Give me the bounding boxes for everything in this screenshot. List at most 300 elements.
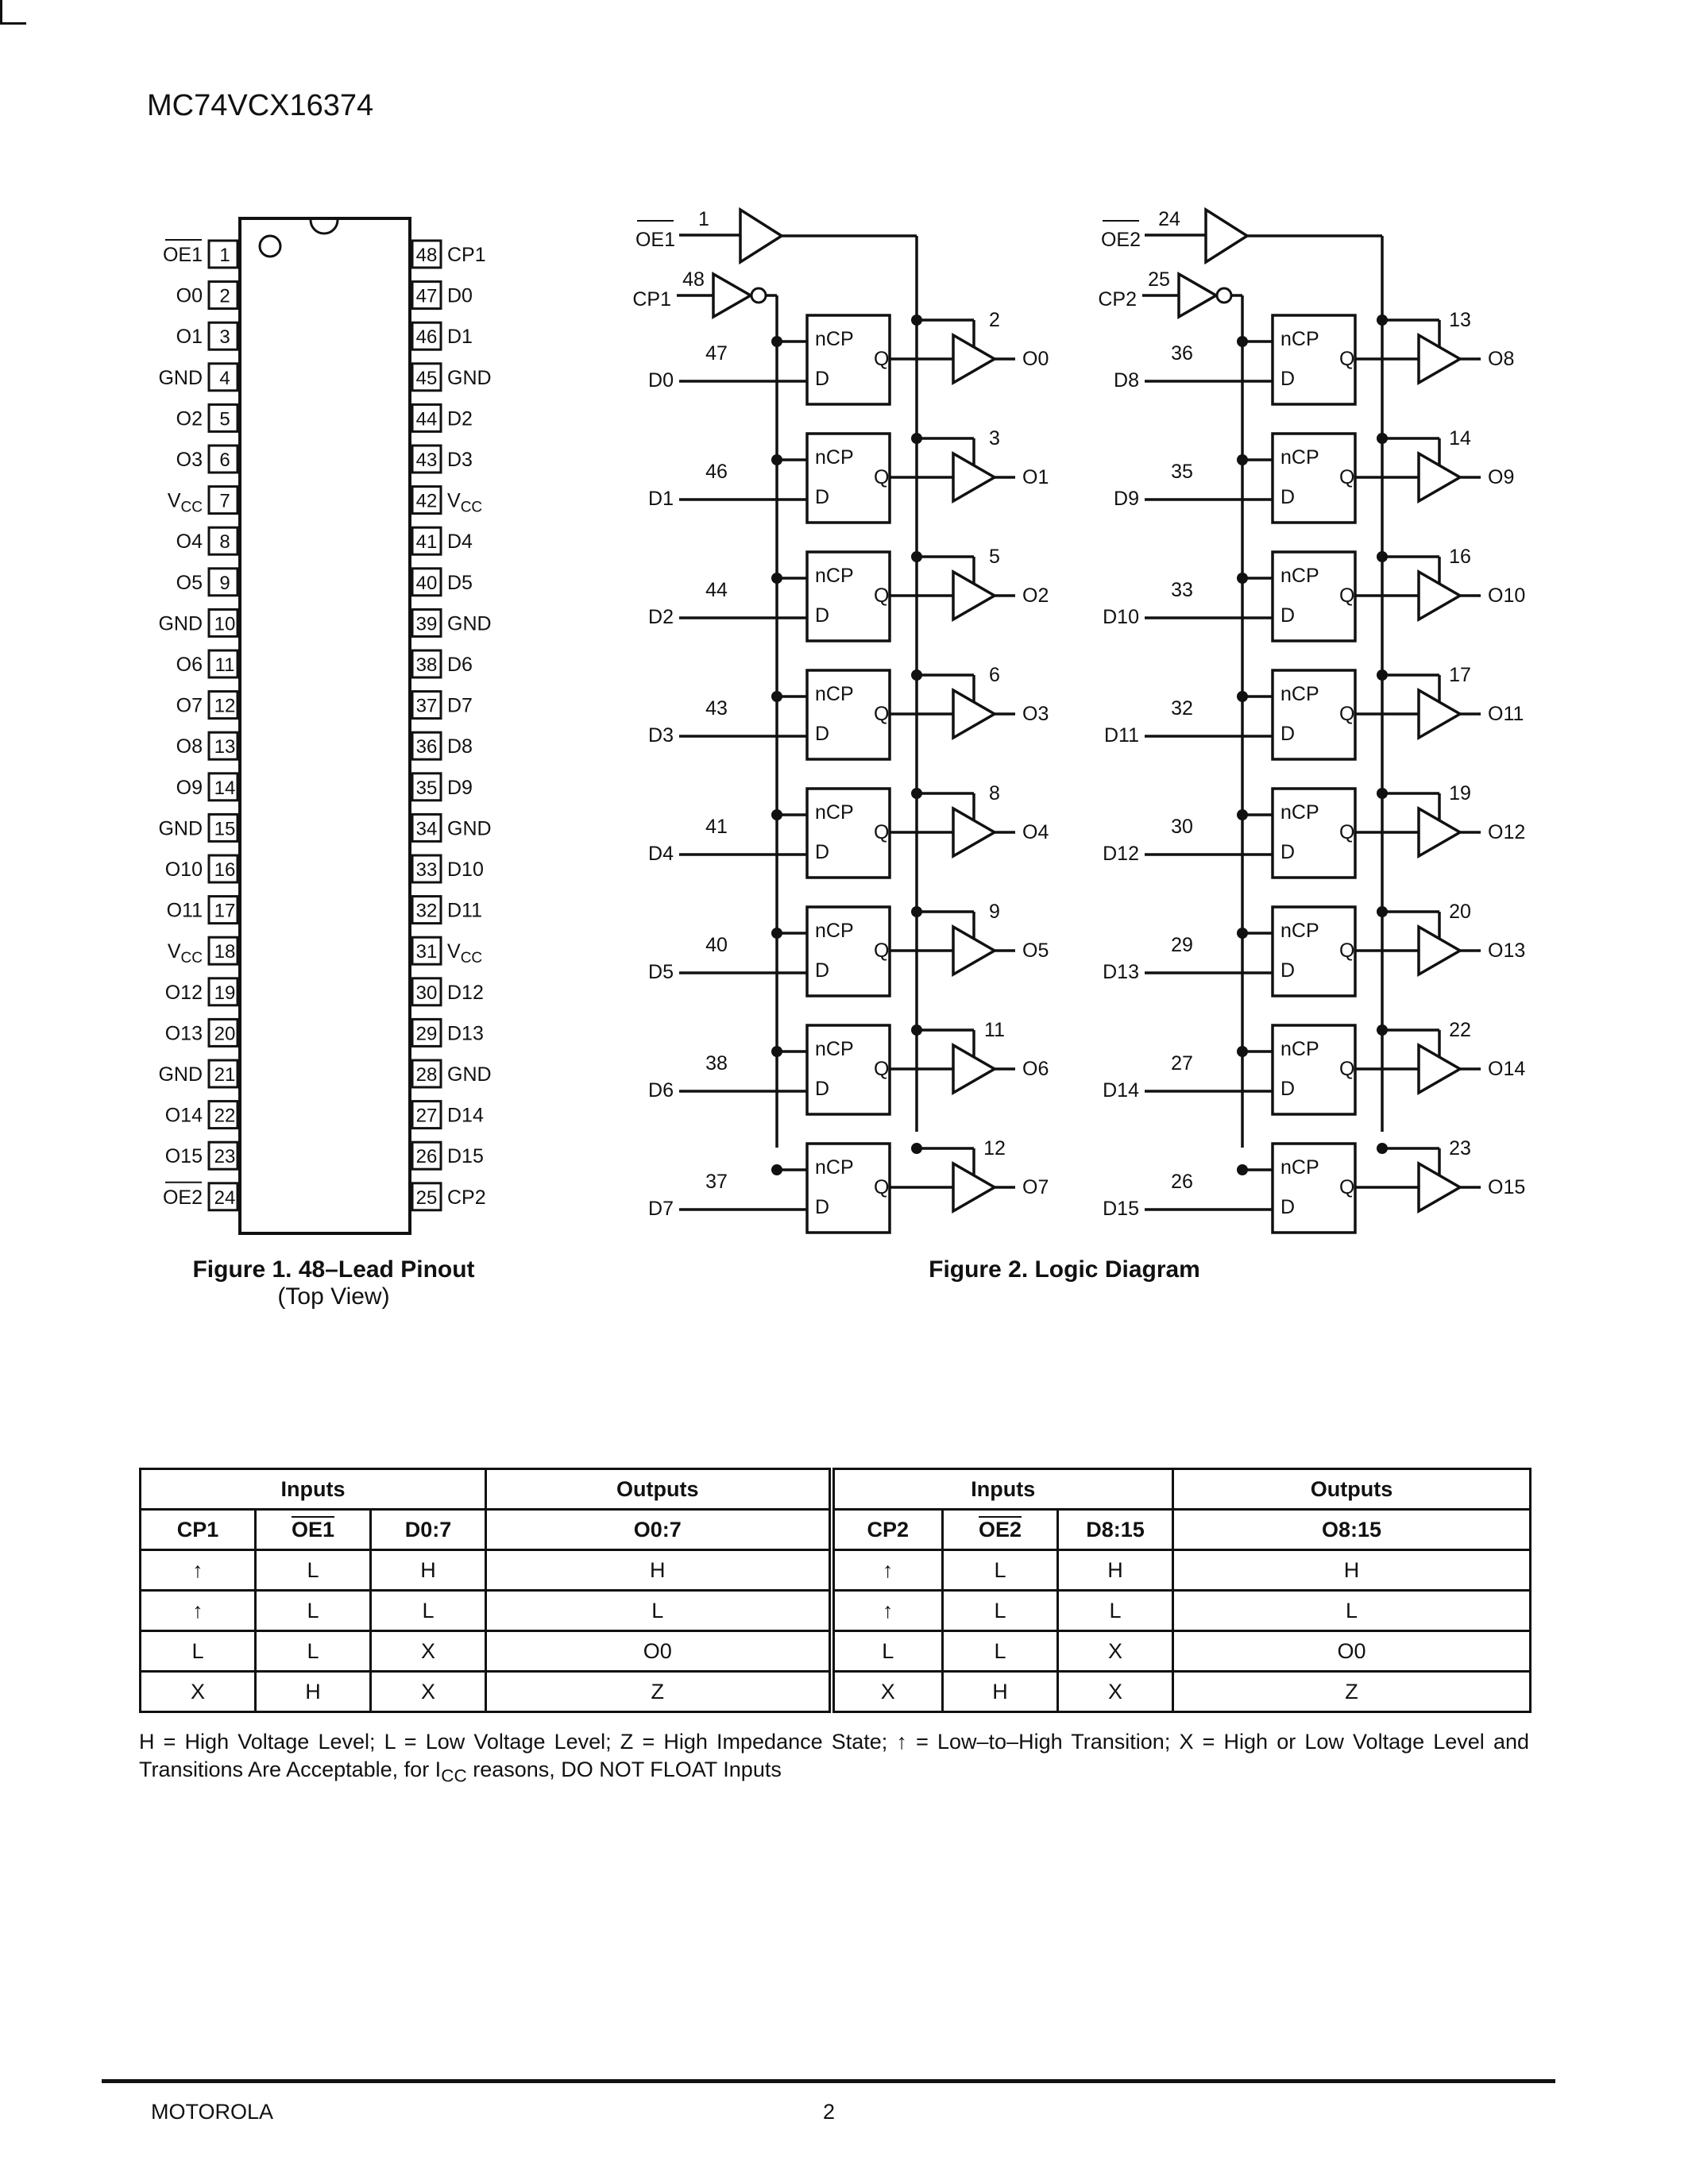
pin-number: 33 — [415, 859, 438, 881]
ff-d-label: D — [1280, 1196, 1296, 1218]
ff-clock-label: nCP — [1280, 328, 1319, 350]
ff-clock-label: nCP — [1280, 801, 1319, 824]
group-header: Outputs — [486, 1469, 832, 1510]
ff-q-label: Q — [874, 940, 890, 962]
pin-label: O9 — [176, 776, 203, 799]
table-cell: ↑ — [832, 1550, 943, 1591]
pin-number: 14 — [214, 777, 236, 799]
logic-group-1 — [632, 208, 1049, 1233]
ff-d-label: D — [815, 1196, 830, 1218]
pin-label: O8 — [176, 735, 203, 758]
pin-number: 47 — [705, 342, 728, 365]
pin-label: O1 — [176, 326, 203, 349]
pin-label: D8 — [447, 735, 473, 758]
page-number: 2 — [823, 2100, 836, 2124]
pin-number: 8 — [219, 531, 230, 554]
pin-label: GND — [447, 1063, 492, 1086]
pin-number: 44 — [415, 408, 438, 430]
flipflop-stage — [1103, 1137, 1525, 1233]
page-title: MC74VCX16374 — [147, 89, 374, 122]
junction-dot — [1237, 454, 1248, 465]
ff-q-label: Q — [1339, 703, 1355, 725]
pin-number: 46 — [705, 461, 728, 483]
pin-label: D6 — [447, 654, 473, 676]
column-header: CP2 — [832, 1510, 943, 1550]
pin-label: O15 — [164, 1145, 203, 1168]
pin-number: 32 — [1171, 697, 1193, 720]
cp-buffer — [713, 274, 751, 317]
ff-d-label: D — [815, 1078, 830, 1100]
pin-number: 40 — [415, 572, 438, 594]
pin-number: 20 — [214, 1023, 236, 1045]
footer-divider — [102, 2079, 1555, 2083]
output-label: O9 — [1488, 466, 1515, 488]
ff-q-label: Q — [1339, 348, 1355, 370]
pin-number: 6 — [219, 450, 230, 471]
column-header: OE1 — [256, 1510, 371, 1550]
junction-dot — [771, 928, 782, 939]
data-input-label: D9 — [1114, 488, 1139, 510]
table-cell: H — [1058, 1550, 1173, 1591]
ff-d-label: D — [815, 841, 830, 863]
table-cell: X — [1058, 1631, 1173, 1672]
column-header: D8:15 — [1058, 1510, 1173, 1550]
pin-number: 36 — [1171, 342, 1193, 365]
pin-number: 25 — [415, 1187, 438, 1209]
ff-clock-label: nCP — [1280, 1156, 1319, 1179]
pin-number: 35 — [1171, 461, 1193, 483]
pin-number: 29 — [415, 1023, 438, 1045]
pin-label: D13 — [447, 1022, 484, 1045]
pin-number: 41 — [705, 816, 728, 838]
data-input-label: D5 — [648, 961, 674, 983]
ff-q-label: Q — [874, 585, 890, 607]
ff-q-label: Q — [1339, 940, 1355, 962]
ff-clock-label: nCP — [815, 920, 854, 942]
pin-label: D7 — [447, 694, 473, 717]
pin-number: 17 — [214, 900, 236, 922]
pin-number: 32 — [415, 900, 438, 922]
junction-dot — [1237, 336, 1248, 347]
pin-number: 10 — [214, 613, 236, 635]
flipflop-stage — [648, 901, 1049, 996]
pin-label: D5 — [447, 571, 473, 594]
output-label: O4 — [1022, 821, 1049, 843]
ff-clock-label: nCP — [1280, 920, 1319, 942]
pin-number: 20 — [1449, 901, 1471, 923]
pin-label: GND — [447, 817, 492, 840]
ff-clock-label: nCP — [815, 1038, 854, 1060]
table-cell: X — [832, 1672, 943, 1712]
ff-d-label: D — [815, 368, 830, 390]
table-legend — [139, 1728, 1529, 1789]
output-label: O15 — [1488, 1176, 1526, 1198]
junction-dot — [771, 573, 782, 584]
table-cell: ↑ — [141, 1591, 256, 1631]
pin-number: 38 — [705, 1052, 728, 1075]
oe-label: OE2 — [1100, 229, 1141, 251]
pin-number: 11 — [984, 1019, 1005, 1041]
pin-label: GND — [158, 817, 203, 840]
ff-q-label: Q — [1339, 821, 1355, 843]
ff-q-label: Q — [1339, 466, 1355, 488]
table-cell: L — [141, 1631, 256, 1672]
pin-number: 46 — [415, 326, 438, 349]
pin-label: OE2 — [162, 1186, 203, 1209]
data-input-label: D0 — [648, 369, 674, 392]
ff-clock-label: nCP — [815, 565, 854, 587]
pin-number: 8 — [989, 782, 1000, 805]
table-cell: L — [943, 1550, 1058, 1591]
pin-number: 26 — [415, 1146, 438, 1168]
column-header: D0:7 — [371, 1510, 486, 1550]
table-cell: L — [943, 1591, 1058, 1631]
pin-label: D1 — [447, 326, 473, 349]
table-row — [141, 1672, 1531, 1712]
flipflop-stage — [648, 427, 1049, 523]
pin-label: D4 — [447, 531, 473, 554]
junction-dot — [1237, 1164, 1248, 1175]
output-label: O14 — [1488, 1058, 1526, 1080]
pin-number: 2 — [219, 285, 230, 307]
junction-dot — [1237, 691, 1248, 702]
output-label: O2 — [1022, 585, 1049, 607]
pin-number: 24 — [1158, 208, 1180, 230]
table-cell: L — [256, 1591, 371, 1631]
pin-number: 3 — [989, 427, 1000, 450]
column-header: O0:7 — [486, 1510, 832, 1550]
pin-label: O12 — [164, 981, 203, 1004]
pin-number: 43 — [705, 697, 728, 720]
pin-label: $V_{CC}$ — [167, 489, 203, 516]
data-input-label: D1 — [648, 488, 674, 510]
flipflop-stage — [1104, 664, 1524, 759]
pin-number: 28 — [415, 1064, 438, 1086]
junction-dot — [1237, 928, 1248, 939]
ff-q-label: Q — [874, 703, 890, 725]
pin-number: 18 — [214, 941, 236, 963]
pin-number: 45 — [415, 367, 438, 389]
pin-label: D15 — [447, 1145, 484, 1168]
pin-number: 41 — [415, 531, 438, 554]
pin-number: 31 — [415, 941, 438, 963]
group-header: Inputs — [141, 1469, 486, 1510]
pin-label: O10 — [164, 859, 203, 881]
junction-dot — [1237, 1046, 1248, 1057]
cp-label: CP1 — [632, 288, 671, 311]
junction-dot — [771, 809, 782, 820]
pin-number: 30 — [1171, 816, 1193, 838]
pin-number: 30 — [415, 982, 438, 1004]
table-column-header-row — [141, 1510, 1531, 1550]
pin-number: 27 — [1171, 1052, 1193, 1075]
pin-label: GND — [447, 366, 492, 389]
group-header: Outputs — [1173, 1469, 1531, 1510]
table-cell: X — [371, 1631, 486, 1672]
ff-q-label: Q — [874, 1058, 890, 1080]
ff-d-label: D — [1280, 1078, 1296, 1100]
logic-diagram-content — [632, 208, 1525, 1233]
pin-label: O0 — [176, 284, 203, 307]
pin-label: GND — [447, 612, 492, 635]
figure2-title: Figure 2. Logic Diagram — [929, 1256, 1200, 1283]
pin-number: 39 — [415, 613, 438, 635]
pin-number: 4 — [219, 367, 230, 389]
figure1-title: Figure 1. 48–Lead Pinout — [192, 1256, 475, 1283]
table-row — [141, 1550, 1531, 1591]
flipflop-stage — [1103, 1019, 1525, 1114]
ff-d-label: D — [815, 486, 830, 508]
ff-q-label: Q — [1339, 1176, 1355, 1198]
column-header: O8:15 — [1173, 1510, 1531, 1550]
pin-label: O14 — [164, 1104, 203, 1127]
pin-label: O4 — [176, 531, 203, 554]
table-cell: H — [256, 1672, 371, 1712]
data-input-label: D14 — [1103, 1079, 1139, 1102]
ff-clock-label: nCP — [815, 446, 854, 469]
pin-number: 16 — [214, 859, 236, 881]
ff-q-label: Q — [874, 821, 890, 843]
data-input-label: D10 — [1103, 606, 1139, 628]
ff-d-label: D — [1280, 841, 1296, 863]
ff-d-label: D — [815, 604, 830, 627]
truth-table — [139, 1468, 1532, 1713]
legend-subscript: CC — [441, 1765, 467, 1786]
cp-label: CP2 — [1098, 288, 1137, 311]
data-input-label: D11 — [1103, 724, 1139, 747]
table-cell: H — [943, 1672, 1058, 1712]
ff-d-label: D — [815, 723, 830, 745]
data-input-label: D15 — [1103, 1198, 1139, 1220]
inversion-bubble — [751, 288, 766, 303]
pin-number: 34 — [415, 818, 438, 840]
flipflop-stage — [1103, 901, 1525, 996]
output-label: O0 — [1022, 348, 1049, 370]
ff-clock-label: nCP — [1280, 1038, 1319, 1060]
pin-number: 2 — [989, 309, 1000, 331]
table-cell: ↑ — [832, 1591, 943, 1631]
pin-label: CP2 — [447, 1186, 486, 1209]
data-input-label: D4 — [648, 843, 674, 865]
ff-q-label: Q — [874, 1176, 890, 1198]
pin-number: 22 — [214, 1105, 236, 1127]
pin-number: 19 — [1449, 782, 1471, 805]
ff-d-label: D — [1280, 604, 1296, 627]
ff-q-label: Q — [874, 466, 890, 488]
pin-number: 35 — [415, 777, 438, 799]
pin-label: O7 — [176, 694, 203, 717]
table-cell: H — [486, 1550, 832, 1591]
pin-number: 29 — [1171, 934, 1193, 956]
pin-number: 12 — [214, 695, 236, 717]
inversion-bubble — [1217, 288, 1231, 303]
figure2-caption — [858, 1256, 1271, 1283]
column-header: CP1 — [141, 1510, 256, 1550]
pin-number: 12 — [983, 1137, 1006, 1160]
pin-label: D3 — [447, 449, 473, 471]
output-label: O5 — [1022, 940, 1049, 962]
pin-label: CP1 — [447, 244, 486, 266]
pin-number: 9 — [219, 572, 230, 594]
ff-d-label: D — [815, 959, 830, 982]
data-input-label: D3 — [648, 724, 674, 747]
flipflop-stage — [648, 546, 1049, 641]
pin-number: 19 — [214, 982, 236, 1004]
pin-label: OE1 — [162, 244, 203, 266]
ff-clock-label: nCP — [815, 801, 854, 824]
table-cell: L — [256, 1631, 371, 1672]
pin-number: 13 — [214, 736, 236, 758]
pin-number: 22 — [1449, 1019, 1471, 1041]
pin-label: GND — [158, 612, 203, 635]
table-cell: L — [832, 1631, 943, 1672]
pin-label: D0 — [447, 284, 473, 307]
table-cell: H — [1173, 1550, 1531, 1591]
pin-number: 42 — [415, 490, 438, 512]
output-label: O10 — [1488, 585, 1526, 607]
pin-label: O13 — [164, 1022, 203, 1045]
pin-number: 44 — [705, 579, 728, 601]
pin-number: 25 — [1148, 268, 1170, 291]
table-cell: X — [141, 1672, 256, 1712]
table-cell: Z — [486, 1672, 832, 1712]
pin-number: 47 — [415, 285, 438, 307]
junction-dot — [1237, 809, 1248, 820]
table-cell: L — [943, 1631, 1058, 1672]
flipflop-stage — [648, 1137, 1049, 1233]
table-cell: O0 — [1173, 1631, 1531, 1672]
ff-q-label: Q — [1339, 1058, 1355, 1080]
pin-label: $V_{CC}$ — [447, 489, 483, 516]
ff-d-label: D — [1280, 959, 1296, 982]
junction-dot — [1237, 573, 1248, 584]
pin-number: 21 — [214, 1064, 236, 1086]
table-cell: L — [1173, 1591, 1531, 1631]
table-cell: H — [371, 1550, 486, 1591]
pin-number: 27 — [415, 1105, 438, 1127]
pin-number: 40 — [705, 934, 728, 956]
pin-label: D9 — [447, 776, 473, 799]
pin-number: 14 — [1449, 427, 1471, 450]
pin-number: 1 — [219, 245, 230, 266]
figure1-subtitle: (Top View) — [277, 1283, 390, 1310]
output-label: O7 — [1022, 1176, 1049, 1198]
logic-group-2 — [1098, 208, 1525, 1233]
flipflop-stage — [1114, 309, 1514, 404]
pin-number: 11 — [214, 654, 235, 676]
flipflop-stage — [1114, 427, 1514, 523]
column-header: OE2 — [943, 1510, 1058, 1550]
flipflop-stage — [648, 782, 1049, 878]
table-cell: O0 — [486, 1631, 832, 1672]
table-cell: X — [371, 1672, 486, 1712]
flipflop-stage — [648, 1019, 1049, 1114]
pin-number: 5 — [219, 408, 230, 430]
ff-clock-label: nCP — [815, 1156, 854, 1179]
pin-label: D11 — [447, 899, 483, 922]
pin-number: 33 — [1171, 579, 1193, 601]
output-label: O13 — [1488, 940, 1526, 962]
ff-q-label: Q — [1339, 585, 1355, 607]
junction-dot — [771, 1164, 782, 1175]
data-input-label: D13 — [1103, 961, 1139, 983]
ff-clock-label: nCP — [1280, 565, 1319, 587]
ff-d-label: D — [1280, 723, 1296, 745]
output-label: O8 — [1488, 348, 1515, 370]
table-cell: X — [1058, 1672, 1173, 1712]
group-header: Inputs — [832, 1469, 1173, 1510]
pin-number: 23 — [214, 1146, 236, 1168]
pin-number: 37 — [415, 695, 438, 717]
pin-label: D2 — [447, 407, 473, 430]
flipflop-stage — [648, 309, 1049, 404]
pin-number: 13 — [1449, 309, 1471, 331]
table-cell: L — [256, 1550, 371, 1591]
output-label: O11 — [1488, 703, 1524, 725]
data-input-label: D8 — [1114, 369, 1139, 392]
table-row — [141, 1631, 1531, 1672]
table-cell: ↑ — [141, 1550, 256, 1591]
output-label: O6 — [1022, 1058, 1049, 1080]
ff-d-label: D — [1280, 368, 1296, 390]
pin-number: 38 — [415, 654, 438, 676]
pin-number: 17 — [1449, 664, 1471, 686]
junction-dot — [771, 691, 782, 702]
data-input-label: D12 — [1103, 843, 1139, 865]
pin-label: $V_{CC}$ — [447, 940, 483, 967]
junction-dot — [771, 336, 782, 347]
table-cell: L — [371, 1591, 486, 1631]
oe-label: OE1 — [635, 229, 675, 251]
table-cell: Z — [1173, 1672, 1531, 1712]
pin-number: 3 — [219, 326, 230, 349]
junction-dot — [771, 454, 782, 465]
pin-label: D12 — [447, 981, 484, 1004]
pin-label: O2 — [176, 407, 203, 430]
pin-label: GND — [158, 366, 203, 389]
pin-number: 6 — [989, 664, 1000, 686]
pin-number: 16 — [1449, 546, 1471, 568]
oe-buffer — [1206, 210, 1247, 262]
ff-clock-label: nCP — [815, 328, 854, 350]
pin-number: 5 — [989, 546, 1000, 568]
flipflop-stage — [1103, 782, 1525, 878]
legend-text: H = High Voltage Level; L = Low Voltage Level; Z = High Impedance State; ↑ = Low–to–High Transition; X = High or Low Voltage Level and Transitions Are Acceptable, for I — [139, 1730, 1529, 1781]
output-label: O1 — [1022, 466, 1049, 488]
data-input-label: D6 — [648, 1079, 674, 1102]
pin-label: O3 — [176, 449, 203, 471]
pin-number: 26 — [1171, 1171, 1193, 1193]
ff-q-label: Q — [874, 348, 890, 370]
pin-number: 15 — [214, 818, 236, 840]
table-row — [141, 1591, 1531, 1631]
pin-label: GND — [158, 1063, 203, 1086]
pin-number: 1 — [698, 208, 709, 230]
table-cell: L — [1058, 1591, 1173, 1631]
pin-label: $V_{CC}$ — [167, 940, 203, 967]
junction-dot — [771, 1046, 782, 1057]
pin-label: O6 — [176, 654, 203, 676]
ff-clock-label: nCP — [1280, 683, 1319, 705]
figure1-caption — [151, 1256, 516, 1310]
data-input-label: D2 — [648, 606, 674, 628]
cp-buffer — [1179, 274, 1216, 317]
pin-label: O11 — [166, 899, 203, 922]
table-cell: L — [486, 1591, 832, 1631]
pin-number: 37 — [705, 1171, 728, 1193]
pin-label: D14 — [447, 1104, 484, 1127]
ff-clock-label: nCP — [1280, 446, 1319, 469]
